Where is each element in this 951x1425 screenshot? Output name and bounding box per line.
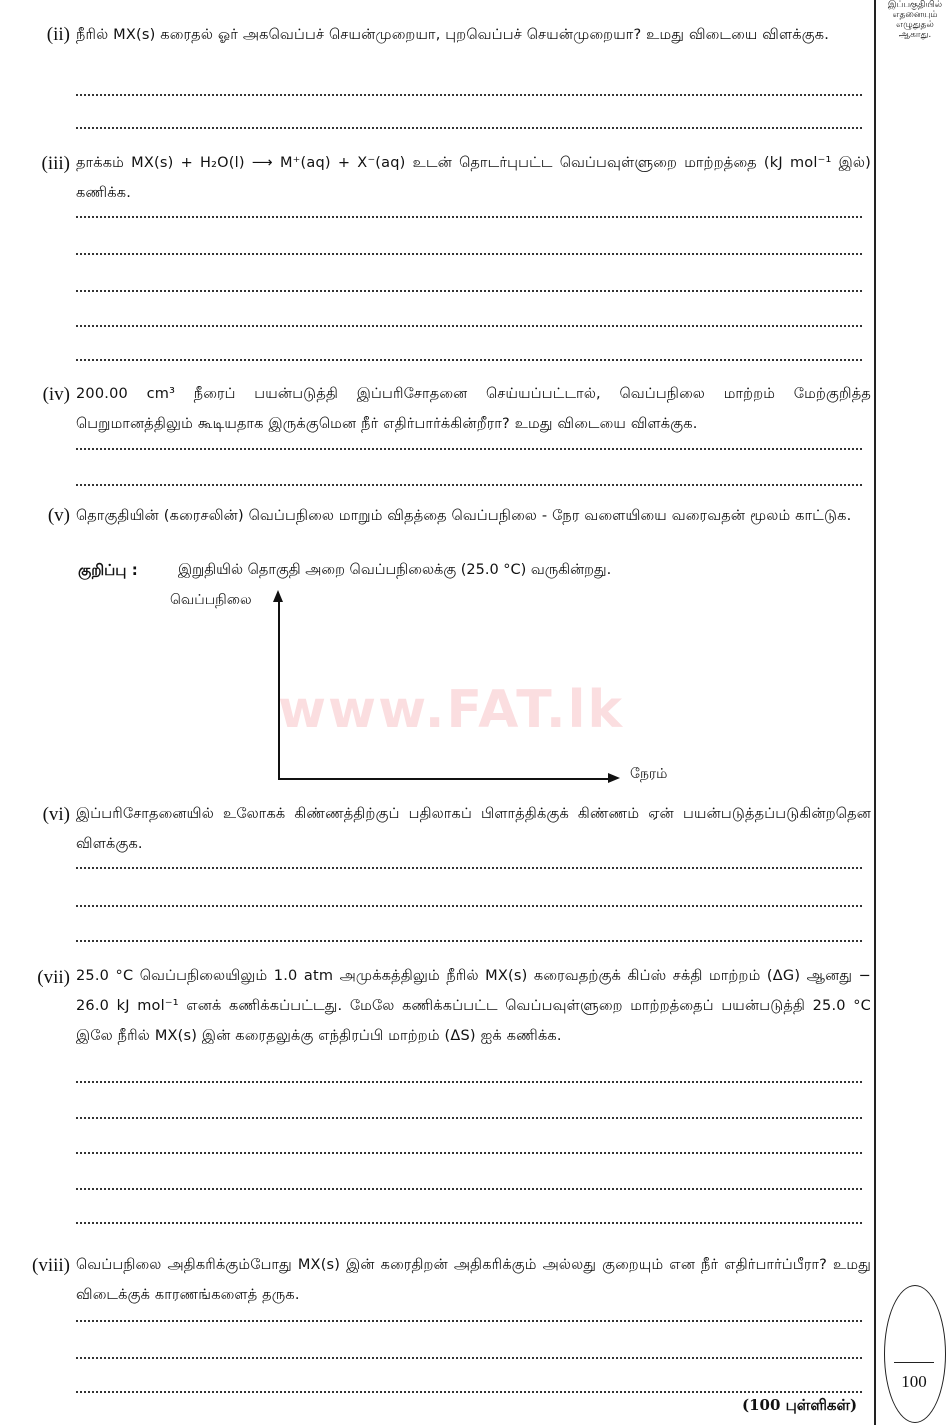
watermark: www.FAT.lk [278, 680, 625, 740]
question-number: (ii) [46, 24, 70, 45]
note-label: குறிப்பு : [78, 561, 138, 579]
x-axis-arrow-icon [608, 773, 620, 783]
answer-line[interactable] [76, 940, 862, 942]
answer-line[interactable] [76, 1188, 862, 1190]
question-number: (v) [47, 505, 70, 526]
answer-line[interactable] [76, 359, 862, 361]
question-number: (vii) [37, 967, 70, 988]
question-text: 25.0 °C வெப்பநிலையிலும் 1.0 atm அமுக்கத்திலும் நீரில் MX(s) கரைவதற்குக் கிப்ஸ் சக்தி மாற்றம் (ΔG) ஆனது − 26.0 kJ mol⁻¹ எனக் கணிக்கப்பட்டது. மேலே கணிக்கப்பட்ட வெப்பவுள்ளுறை மாற்றத்தைப் பயன்படுத்தி 25.0 °C இலே நீரில் MX(s) இன் கரைதலுக்கு எந்திரப்பி மாற்றம் (ΔS) ஐக் கணிக்க. [76, 968, 871, 1044]
y-axis-label: வெப்பநிலை [170, 592, 252, 608]
question-text: இப்பரிசோதனையில் உலோகக் கிண்ணத்திற்குப் பதிலாகப் பிளாத்திக்குக் கிண்ணம் ஏன் பயன்படுத்தப்படுகின்றதென விளக்குக. [76, 806, 871, 852]
answer-line[interactable] [76, 448, 862, 450]
margin-divider [874, 0, 876, 1425]
answer-line[interactable] [76, 1320, 862, 1322]
answer-line[interactable] [76, 253, 862, 255]
question-number: (iv) [42, 384, 70, 405]
question-number: (viii) [32, 1255, 70, 1276]
answer-line[interactable] [76, 1357, 862, 1359]
marks-divider [894, 1362, 934, 1363]
question-text: 200.00 cm³ நீரைப் பயன்படுத்தி இப்பரிசோதனை செய்யப்பட்டால், வெப்பநிலை மாற்றம் மேற்குறித்த பெறுமானத்திலும் கூடியதாக இருக்குமென நீர் எதிர்பார்க்கின்றீரா? உமது விடையை விளக்குக. [76, 386, 871, 432]
total-marks: (100 புள்ளிகள்) [742, 1396, 858, 1414]
answer-line[interactable] [76, 1152, 862, 1154]
x-axis-label: நேரம் [630, 766, 668, 782]
answer-line[interactable] [76, 216, 862, 218]
margin-note: இப்பகுதியில் எதனையும் எழுதுதல் ஆகாது. [887, 0, 943, 40]
answer-line[interactable] [76, 127, 862, 129]
answer-line[interactable] [76, 905, 862, 907]
question-text: தொகுதியின் (கரைசலின்) வெப்பநிலை மாறும் விதத்தை வெப்பநிலை - நேர வளையியை வரைவதன் மூலம் காட்டுக. [76, 508, 852, 524]
question-number: (iii) [41, 153, 70, 174]
question-number: (vi) [42, 804, 70, 825]
question-text: நீரில் MX(s) கரைதல் ஓர் அகவெப்பச் செயன்முறையா, புறவெப்பச் செயன்முறையா? உமது விடையை விளக்குக. [76, 27, 830, 43]
question-text: தாக்கம் MX(s) + H₂O(l) ⟶ M⁺(aq) + X⁻(aq) உடன் தொடர்புபட்ட வெப்பவுள்ளுறை மாற்றத்தை (kJ mol⁻¹ இல்) கணிக்க. [76, 155, 871, 201]
answer-line[interactable] [76, 1081, 862, 1083]
answer-line[interactable] [76, 1117, 862, 1119]
answer-line[interactable] [76, 325, 862, 327]
answer-line[interactable] [76, 867, 862, 869]
answer-line[interactable] [76, 1222, 862, 1224]
answer-line[interactable] [76, 1391, 862, 1393]
marks-value: 100 [901, 1372, 927, 1391]
answer-line[interactable] [76, 94, 862, 96]
answer-line[interactable] [76, 484, 862, 486]
question-text: வெப்பநிலை அதிகரிக்கும்போது MX(s) இன் கரைதிறன் அதிகரிக்கும் அல்லது குறையும் என நீர் எதிர்பார்ப்பீரா? உமது விடைக்குக் காரணங்களைத் தருக. [76, 1257, 871, 1303]
marks-oval [884, 1285, 946, 1423]
answer-line[interactable] [76, 290, 862, 292]
x-axis [278, 778, 610, 780]
note-text: இறுதியில் தொகுதி அறை வெப்பநிலைக்கு (25.0 °C) வருகின்றது. [178, 562, 612, 578]
